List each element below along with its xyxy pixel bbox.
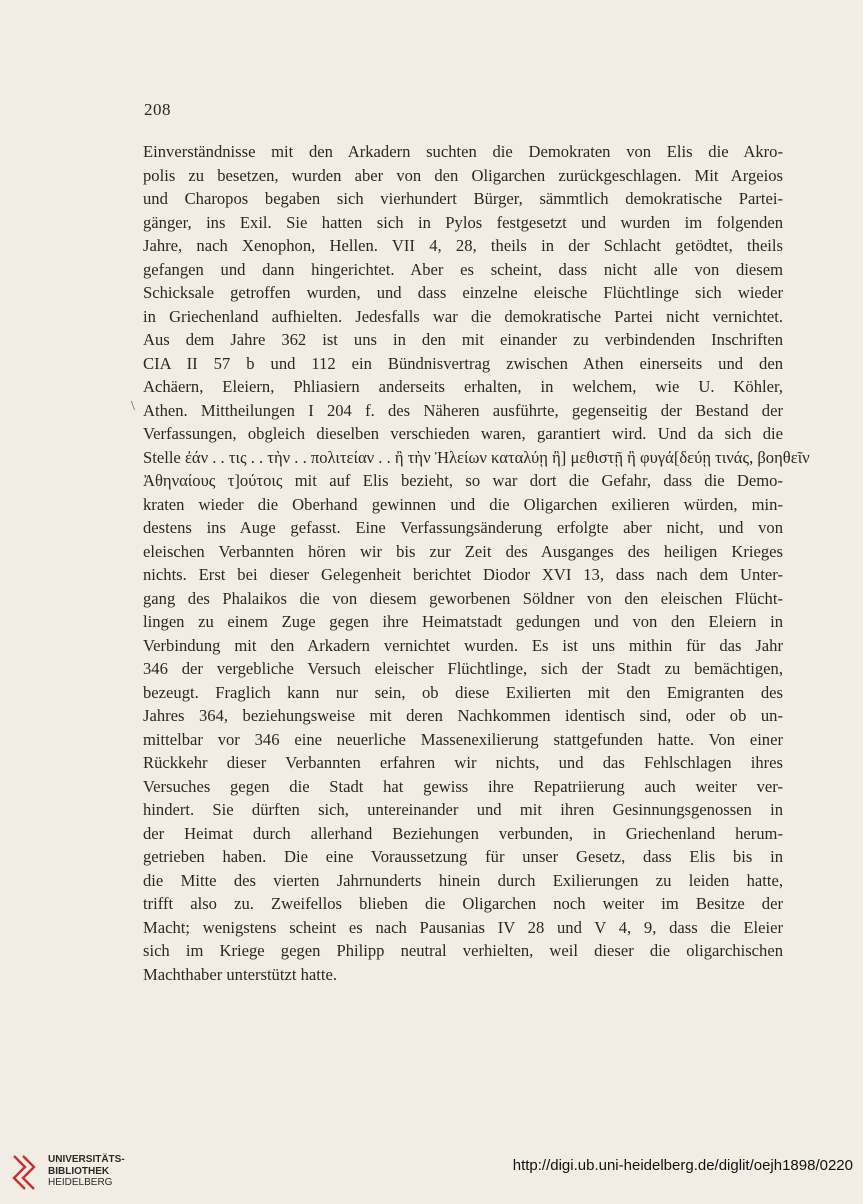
library-name-line-3: HEIDELBERG	[48, 1177, 113, 1188]
text-line: Jahres 364, beziehungsweise mit deren Nachkommen identisch sind, oder ob un-	[143, 706, 783, 725]
text-line: Ἀθηναίους τ]ούτοις mit auf Elis bezieht, so war dort die Gefahr, dass die Demo-	[143, 471, 783, 490]
text-line: trifft also zu. Zweifellos blieben die Oligarchen noch weiter im Besitze der	[143, 894, 783, 913]
library-name-line-2: BIBLIOTHEK	[48, 1165, 110, 1177]
text-line: lingen zu einem Zuge gegen ihre Heimatstadt gedungen und von den Eleiern in	[143, 612, 783, 631]
text-line: destens ins Auge gefasst. Eine Verfassungsänderung erfolgte aber nicht, und von	[143, 518, 783, 537]
margin-mark: \	[131, 399, 135, 414]
text-line: Einverständnisse mit den Arkadern suchten die Demokraten von Elis die Akro-	[143, 142, 783, 161]
text-line: eleischen Verbannten hören wir bis zur Zeit des Ausganges des heiligen Krieges	[143, 541, 783, 561]
source-url-link[interactable]: http://digi.ub.uni-heidelberg.de/diglit/oejh1898/0220	[512, 1157, 853, 1174]
text-line: polis zu besetzen, wurden aber von den Oligarchen zurückgeschlagen. Mit Argeios	[143, 165, 783, 185]
text-line: getrieben haben. Die eine Voraussetzung für unser Gesetz, dass Elis bis in	[143, 847, 783, 866]
text-line: die Mitte des vierten Jahrnunderts hinein durch Exilierungen zu leiden hatte,	[143, 870, 783, 890]
text-line: Rückkehr dieser Verbannten erfahren wir nichts, und das Fehlschlagen ihres	[143, 753, 783, 772]
text-line: Achäern, Eleiern, Phliasiern anderseits erhalten, in welchem, wie U. Köhler,	[143, 377, 783, 396]
text-line: Stelle ἐάν . . τις . . τὴν . . πολιτείαν . . ἢ τὴν Ἠλείων καταλύῃ ἢ] μεθιστῇ ἢ φυγά[δεύῃ τινάς, βοηθεῖν	[143, 447, 810, 467]
text-line: bezeugt. Fraglich kann nur sein, ob diese Exilierten mit den Emigranten des	[143, 682, 783, 702]
text-line: gänger, ins Exil. Sie hatten sich in Pylos festgesetzt und wurden im folgenden	[143, 212, 783, 232]
text-line: und Charopos begaben sich vierhundert Bürger, sämmtlich demokratische Partei-	[143, 189, 783, 208]
body-text	[143, 140, 810, 986]
text-line: Jahre, nach Xenophon, Hellen. VII 4, 28, theils in der Schlacht getödtet, theils	[143, 236, 783, 255]
text-line: in Griechenland aufhielten. Jedesfalls war die demokratische Partei nicht vernichtet.	[143, 306, 783, 326]
text-line: CIA II 57 b und 112 ein Bündnisvertrag zwischen Athen einerseits und den	[143, 353, 783, 373]
text-line: mittelbar vor 346 eine neuerliche Massenexilierung stattgefunden hatte. Von einer	[143, 729, 783, 749]
library-logo-icon	[8, 1152, 40, 1192]
text-line: nichts. Erst bei dieser Gelegenheit berichtet Diodor XVI 13, dass nach dem Unter-	[143, 565, 783, 584]
text-line: Machthaber unterstützt hatte.	[143, 964, 337, 984]
text-line: Schicksale getroffen wurden, und dass einzelne eleische Flüchtlinge sich wieder	[143, 283, 783, 302]
text-line: Verfassungen, obgleich dieselben verschieden waren, garantiert wird. Und da sich die	[143, 424, 783, 443]
text-line: Verbindung mit den Arkadern vernichtet wurden. Es ist uns mithin für das Jahr	[143, 635, 783, 655]
text-line: gang des Phalaikos die von diesem geworbenen Söldner von den eleischen Flücht-	[143, 588, 783, 608]
text-line: 346 der vergebliche Versuch eleischer Flüchtlinge, sich der Stadt zu bemächtigen,	[143, 659, 783, 678]
text-line: gefangen und dann hingerichtet. Aber es scheint, dass nicht alle von diesem	[143, 259, 783, 279]
text-line: hindert. Sie dürften sich, untereinander und mit ihren Gesinnungsgenossen in	[143, 800, 783, 819]
library-name	[48, 1154, 125, 1189]
library-name-line-1: UNIVERSITÄTS-	[48, 1154, 125, 1165]
text-line: Versuches gegen die Stadt hat gewiss ihre Repatriierung auch weiter ver-	[143, 776, 783, 796]
page-number: 208	[144, 100, 171, 119]
text-line: der Heimat durch allerhand Beziehungen verbunden, in Griechenland herum-	[143, 823, 783, 843]
text-line: kraten wieder die Oberhand gewinnen und die Oligarchen exilieren würden, min-	[143, 494, 783, 514]
footer	[0, 1138, 863, 1204]
text-line: Macht; wenigstens scheint es nach Pausanias IV 28 und V 4, 9, dass die Eleier	[143, 917, 783, 937]
text-line: sich im Kriege gegen Philipp neutral verhielten, weil dieser die oligarchischen	[143, 941, 783, 960]
text-line: Aus dem Jahre 362 ist uns in den mit einander zu verbindenden Inschriften	[143, 330, 783, 349]
text-line: Athen. Mittheilungen I 204 f. des Näheren ausführte, gegenseitig der Bestand der	[143, 400, 783, 420]
